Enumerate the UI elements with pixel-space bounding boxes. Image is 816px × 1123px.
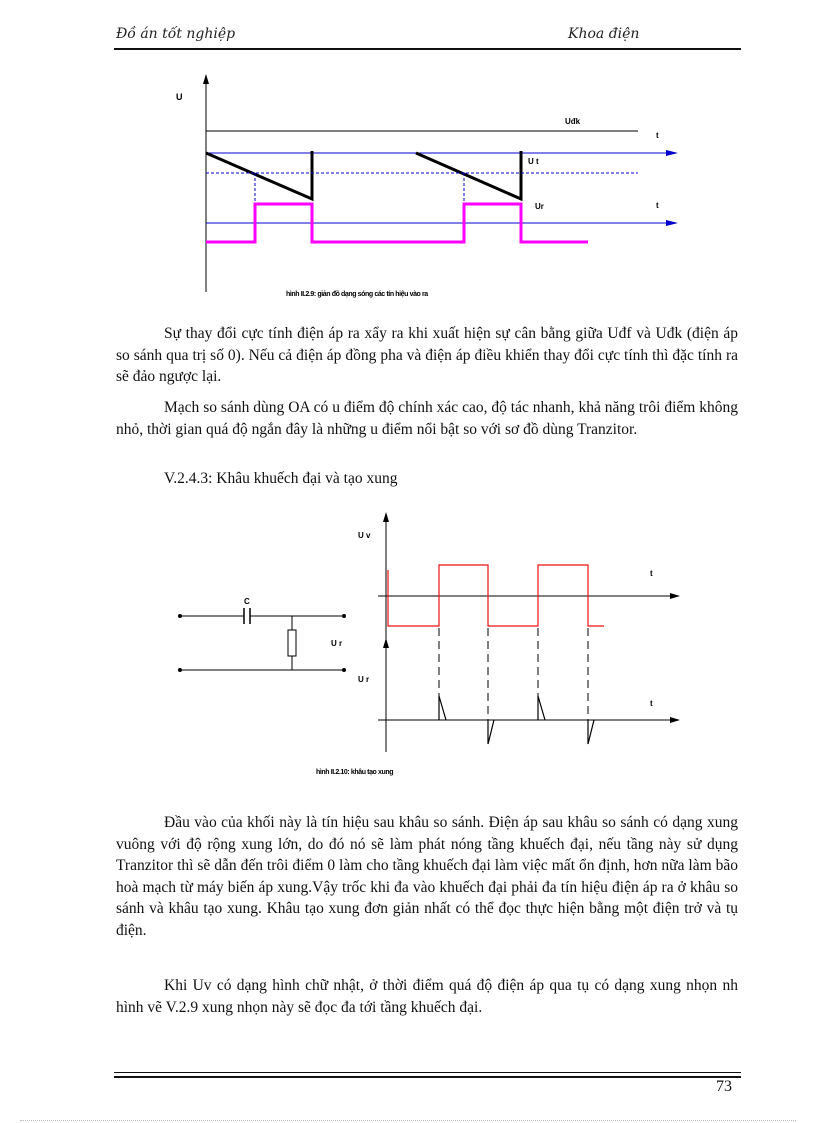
paragraph-1: Sự thay đổi cực tính điện áp ra xẩy ra khi xuất hiện sự cân bằng giữa Uđf và Uđk (điện áp so sánh qua trị số 0). Nếu cả điện áp đồng pha và điện áp điều khiển thay đổi cực tính thì đặc tính ra sẽ đảo ngược lại. (116, 325, 738, 385)
label-ut: U t (528, 157, 539, 166)
label-uv: U v (358, 531, 371, 540)
label-ur: Ur (535, 202, 544, 211)
footer-rule-thin (114, 1072, 741, 1073)
spike-neg-2 (588, 720, 594, 744)
paragraph-4: Khi Uv có dạng hình chữ nhật, ở thời điểm quá độ điện áp qua tụ có dạng xung nhọn nh hình vẽ V.2.9 xung nhọn này sẽ đọc đa tới tầng khuếch đại. (116, 977, 738, 1016)
page-number: 73 (716, 1078, 732, 1095)
paragraph-2: Mạch so sánh dùng OA có u điểm độ chính xác cao, độ tác nhanh, khả năng trôi điểm không nhỏ, thời gian quá độ ngắn đây là những u điểm nổi bật so với sơ đồ dùng Tranzitor. (116, 399, 738, 438)
resistor (288, 630, 296, 656)
header-right: Khoa điện (568, 26, 640, 42)
sawtooth-wave-2 (416, 151, 521, 199)
figure2-caption: hình II.2.10: khâu tạo xung (316, 769, 394, 776)
label-ur: U r (358, 675, 370, 684)
header-left: Đồ án tốt nghiệp (116, 26, 236, 42)
time-axis-1-arrow (666, 150, 678, 156)
uv-time-axis-arrow (670, 593, 680, 599)
ur-axis-arrow (383, 638, 389, 648)
spike-pos-2 (538, 696, 545, 720)
uv-axis-arrow (383, 512, 389, 522)
section-heading: V.2.4.3: Khâu khuếch đại và tạo xung (164, 470, 398, 487)
page-break-line (20, 1120, 796, 1121)
figure1-caption: hình II.2.9: giản đồ dạng sóng các tín hiệu vào ra (286, 291, 428, 298)
label-u: U (176, 92, 183, 102)
spike-neg-1 (488, 720, 494, 744)
header-rule (114, 48, 741, 50)
figure-pulse-former (170, 508, 690, 780)
label-udk: Uđk (565, 117, 581, 126)
footer-rule-thick (114, 1076, 741, 1078)
label-t1: t (650, 569, 653, 578)
label-c: C (244, 597, 250, 606)
paragraph-3: Đầu vào của khối này là tín hiệu sau khâu so sánh. Điện áp sau khâu so sánh có dạng xung vuông với độ rộng xung lớn, do đó nó sẽ làm phát nóng tầng khuếch đại, nếu tầng này sử dụng Tranzitor thì sẽ dẫn đến trôi điểm 0 làm cho tầng khuếch đại làm việc mất ổn định, hơn nữa làm bão hoà mạch từ máy biến áp xung.Vậy trốc khi đa vào khuếch đại phải đa tín hiệu điện áp ra ở khâu so sánh và khâu tạo xung. Khâu tạo xung đơn giản nhất có thể đọc thực hiện bằng một điện trở và tụ điện. (116, 814, 738, 939)
time-axis-2-arrow (666, 220, 678, 226)
ur-time-axis-arrow (670, 717, 680, 723)
label-ur-circuit: U r (331, 639, 343, 648)
label-t2: t (650, 699, 653, 708)
figure-waveforms (160, 70, 700, 310)
label-t2: t (656, 201, 659, 210)
sawtooth-wave (206, 151, 312, 199)
y-axis-arrow (203, 74, 209, 84)
spike-pos-1 (439, 696, 446, 720)
label-t1: t (656, 131, 659, 140)
